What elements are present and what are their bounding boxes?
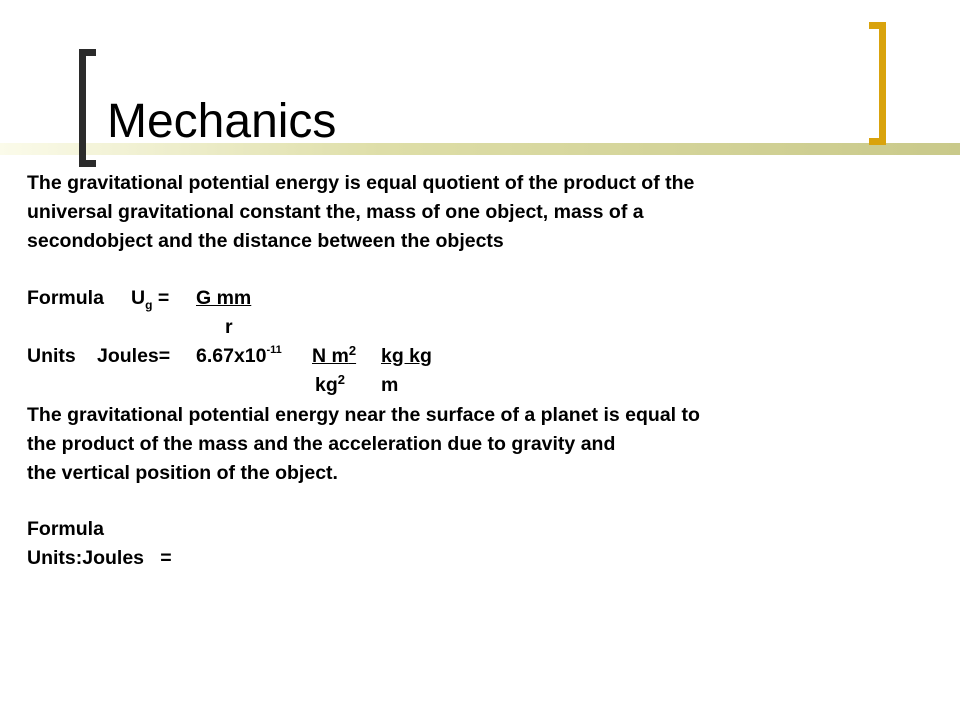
units1-denominator-b: m xyxy=(381,374,399,396)
units1-constant-row xyxy=(196,342,282,373)
paragraph2-line1: The gravitational potential energy near the surface of a planet is equal to xyxy=(27,404,700,426)
units1-denominator-a-text: kg xyxy=(315,374,338,396)
units1-label: Units xyxy=(27,345,76,367)
units1-denominator-a-sup: 2 xyxy=(337,372,345,387)
formula1-numerator: G mm xyxy=(196,287,252,309)
left-bracket-decoration xyxy=(79,49,96,167)
formula1-subscript: g xyxy=(145,298,153,312)
units1-numerator-b: kg kg xyxy=(381,345,432,367)
formula1-equals: = xyxy=(157,287,170,309)
units1-constant: 6.67x10 xyxy=(196,345,267,367)
units1-exponent: -11 xyxy=(266,344,282,356)
slide-title: Mechanics xyxy=(107,95,337,148)
paragraph1-line1: The gravitational potential energy is equal quotient of the product of the xyxy=(27,172,695,194)
units1-numerator-a-text: N m xyxy=(312,345,349,367)
units1-numerator-a-sup: 2 xyxy=(348,343,357,358)
units1-denominator-a xyxy=(315,371,345,401)
formula1-row xyxy=(27,284,104,312)
units1-numerator-a xyxy=(312,342,356,372)
paragraph2-line2: the product of the mass and the acceleration due to gravity and xyxy=(27,433,616,455)
paragraph2-line3: the vertical position of the object. xyxy=(27,462,338,484)
paragraph1-line3: secondobject and the distance between the objects xyxy=(27,230,504,252)
formula1-label: Formula xyxy=(27,287,104,309)
formula2-label: Formula xyxy=(27,518,104,540)
formula1-symbol: U xyxy=(131,287,146,309)
formula1-denominator: r xyxy=(225,316,233,338)
units2-label: Units:Joules = xyxy=(27,547,172,569)
formula1-symbol-row xyxy=(131,284,169,314)
paragraph1-line2: universal gravitational constant the, mass of one object, mass of a xyxy=(27,201,644,223)
right-bracket-decoration xyxy=(869,22,886,145)
units1-joules: Joules= xyxy=(97,345,171,367)
